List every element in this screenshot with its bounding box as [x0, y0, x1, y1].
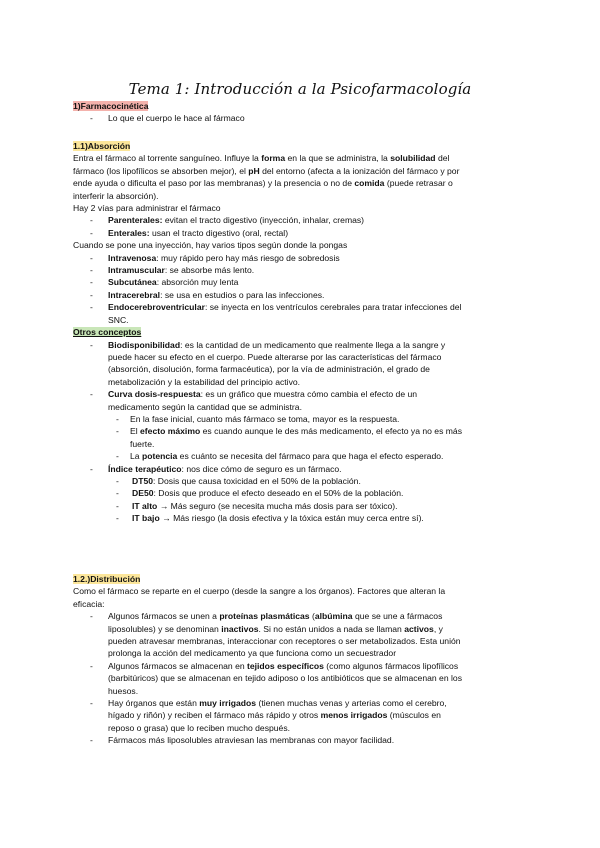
- section-heading: 1)Farmacocinética: [73, 101, 149, 111]
- paragraph-line: ende ayuda o dificulta el paso por las membranas) y la presencia o no de comida (puede retrasar o: [73, 178, 453, 189]
- list-item: - Biodisponibilidad: es la cantidad de un medicamento que realmente llega a la sangre y: [90, 339, 446, 350]
- section-absorcion: [73, 140, 533, 525]
- list-item-continuation: metabolización y la estabilidad del principio activo.: [108, 376, 301, 387]
- list-item-continuation: (barbitúricos) que se almacenan en tejido adiposo o los antibióticos que se almacenan en los: [108, 673, 462, 684]
- sub-list-item: - IT alto → Más seguro (se necesita mucha más dosis para ser tóxico).: [116, 500, 398, 511]
- sub-list-item-continuation: fuerte.: [130, 438, 155, 449]
- list-item-continuation: liposolubles) y se denominan inactivos. Si no están unidos a nada se llaman activos, y: [108, 623, 443, 634]
- paragraph-line: eficacia:: [73, 598, 105, 609]
- list-item: - Índice terapéutico: nos dice cómo de seguro es un fármaco.: [90, 463, 342, 474]
- list-item: - Parenterales: evitan el tracto digestivo (inyección, inhalar, cremas): [90, 215, 365, 226]
- paragraph-line: Como el fármaco se reparte en el cuerpo (desde la sangre a los órganos). Factores que alteran la: [73, 586, 446, 597]
- list-item: - Intramuscular: se absorbe más lento.: [90, 265, 255, 276]
- paragraph-line: interferir la absorción).: [73, 190, 159, 201]
- list-item: - Intravenosa: muy rápido pero hay más riesgo de sobredosis: [90, 252, 340, 263]
- list-item-continuation: hígado y riñón) y reciben el fármaco más rápido y otros menos irrigados (músculos en: [108, 710, 441, 721]
- list-item: - Fármacos más liposolubles atraviesan las membranas con mayor facilidad.: [90, 735, 395, 746]
- list-item-continuation: reposo o grasa) que lo reciben mucho después.: [108, 722, 291, 733]
- sub-list-item: - DT50: Dosis que causa toxicidad en el 50% de la población.: [116, 475, 361, 486]
- list-item: - Hay órganos que están muy irrigados (tienen muchas venas y arterias como el cerebro,: [90, 698, 447, 709]
- list-item-continuation: SNC.: [108, 314, 129, 325]
- paragraph-line: Hay 2 vías para administrar el fármaco: [73, 203, 221, 214]
- sub-list-item: - DE50: Dosis que produce el efecto deseado en el 50% de la población.: [116, 488, 404, 499]
- subsection-heading: 1.2.)Distribución: [73, 574, 141, 584]
- list-item: - Algunos fármacos se unen a proteínas plasmáticas (albúmina que se une a fármacos: [90, 611, 443, 622]
- list-item-continuation: medicamento según la cantidad que se administra.: [108, 401, 302, 412]
- section-distribucion: [73, 573, 533, 747]
- list-item: - Lo que el cuerpo le hace al fármaco: [90, 113, 245, 124]
- list-item: - Subcutánea: absorción muy lenta: [90, 277, 239, 288]
- subsection-heading: 1.1)Absorción: [73, 141, 131, 151]
- sub-list-item: - En la fase inicial, cuanto más fármaco se toma, mayor es la respuesta.: [116, 413, 400, 424]
- list-item: - Endocerebroventricular: se inyecta en los ventrículos cerebrales para tratar infecciones del: [90, 302, 462, 313]
- list-item: - Curva dosis-respuesta: es un gráfico que muestra cómo cambia el efecto de un: [90, 389, 418, 400]
- list-item-continuation: pueden atravesar membranas, interaccionar con receptores o ser metabolizados. Esta unión: [108, 636, 461, 647]
- list-item: - Algunos fármacos se almacenan en tejidos específicos (como algunos fármacos lipofílicos: [90, 660, 459, 671]
- paragraph-line: Entra el fármaco al torrente sanguíneo. Influye la forma en la que se administra, la solubilidad del: [73, 153, 450, 164]
- subsection-heading: Otros conceptos: [73, 327, 142, 338]
- page-title: Tema 1: Introducción a la Psicofarmacología: [128, 80, 472, 98]
- sub-list-item: - IT bajo → Más riesgo (la dosis efectiva y la tóxica están muy cerca entre sí).: [116, 513, 424, 524]
- section-farmacocinetica: [73, 100, 533, 125]
- list-item: - Intracerebral: se usa en estudios o para las infecciones.: [90, 289, 325, 300]
- list-item-continuation: prolonga la acción del medicamento ya que funciona como un secuestrador: [108, 648, 397, 659]
- sub-list-item: - La potencia es cuánto se necesita del fármaco para que haga el efecto esperado.: [116, 451, 444, 462]
- list-item-continuation: puede hacer su efecto en el cuerpo. Puede alterarse por las características del fármaco: [108, 351, 442, 362]
- list-item-continuation: huesos.: [108, 685, 139, 696]
- list-item: - Enterales: usan el tracto digestivo (oral, rectal): [90, 227, 289, 238]
- paragraph-line: fármaco (los lipofílicos se absorben mejor), el pH del entorno (afecta a la ionización del fármaco y por: [73, 165, 460, 176]
- list-item-continuation: (absorción, disolución, forma farmacéutica), por la vía de administración, el grado de: [108, 364, 430, 375]
- paragraph-line: Cuando se pone una inyección, hay varios tipos según donde la pongas: [73, 240, 348, 251]
- sub-list-item: - El efecto máximo es cuando aunque le des más medicamento, el efecto ya no es más: [116, 426, 463, 437]
